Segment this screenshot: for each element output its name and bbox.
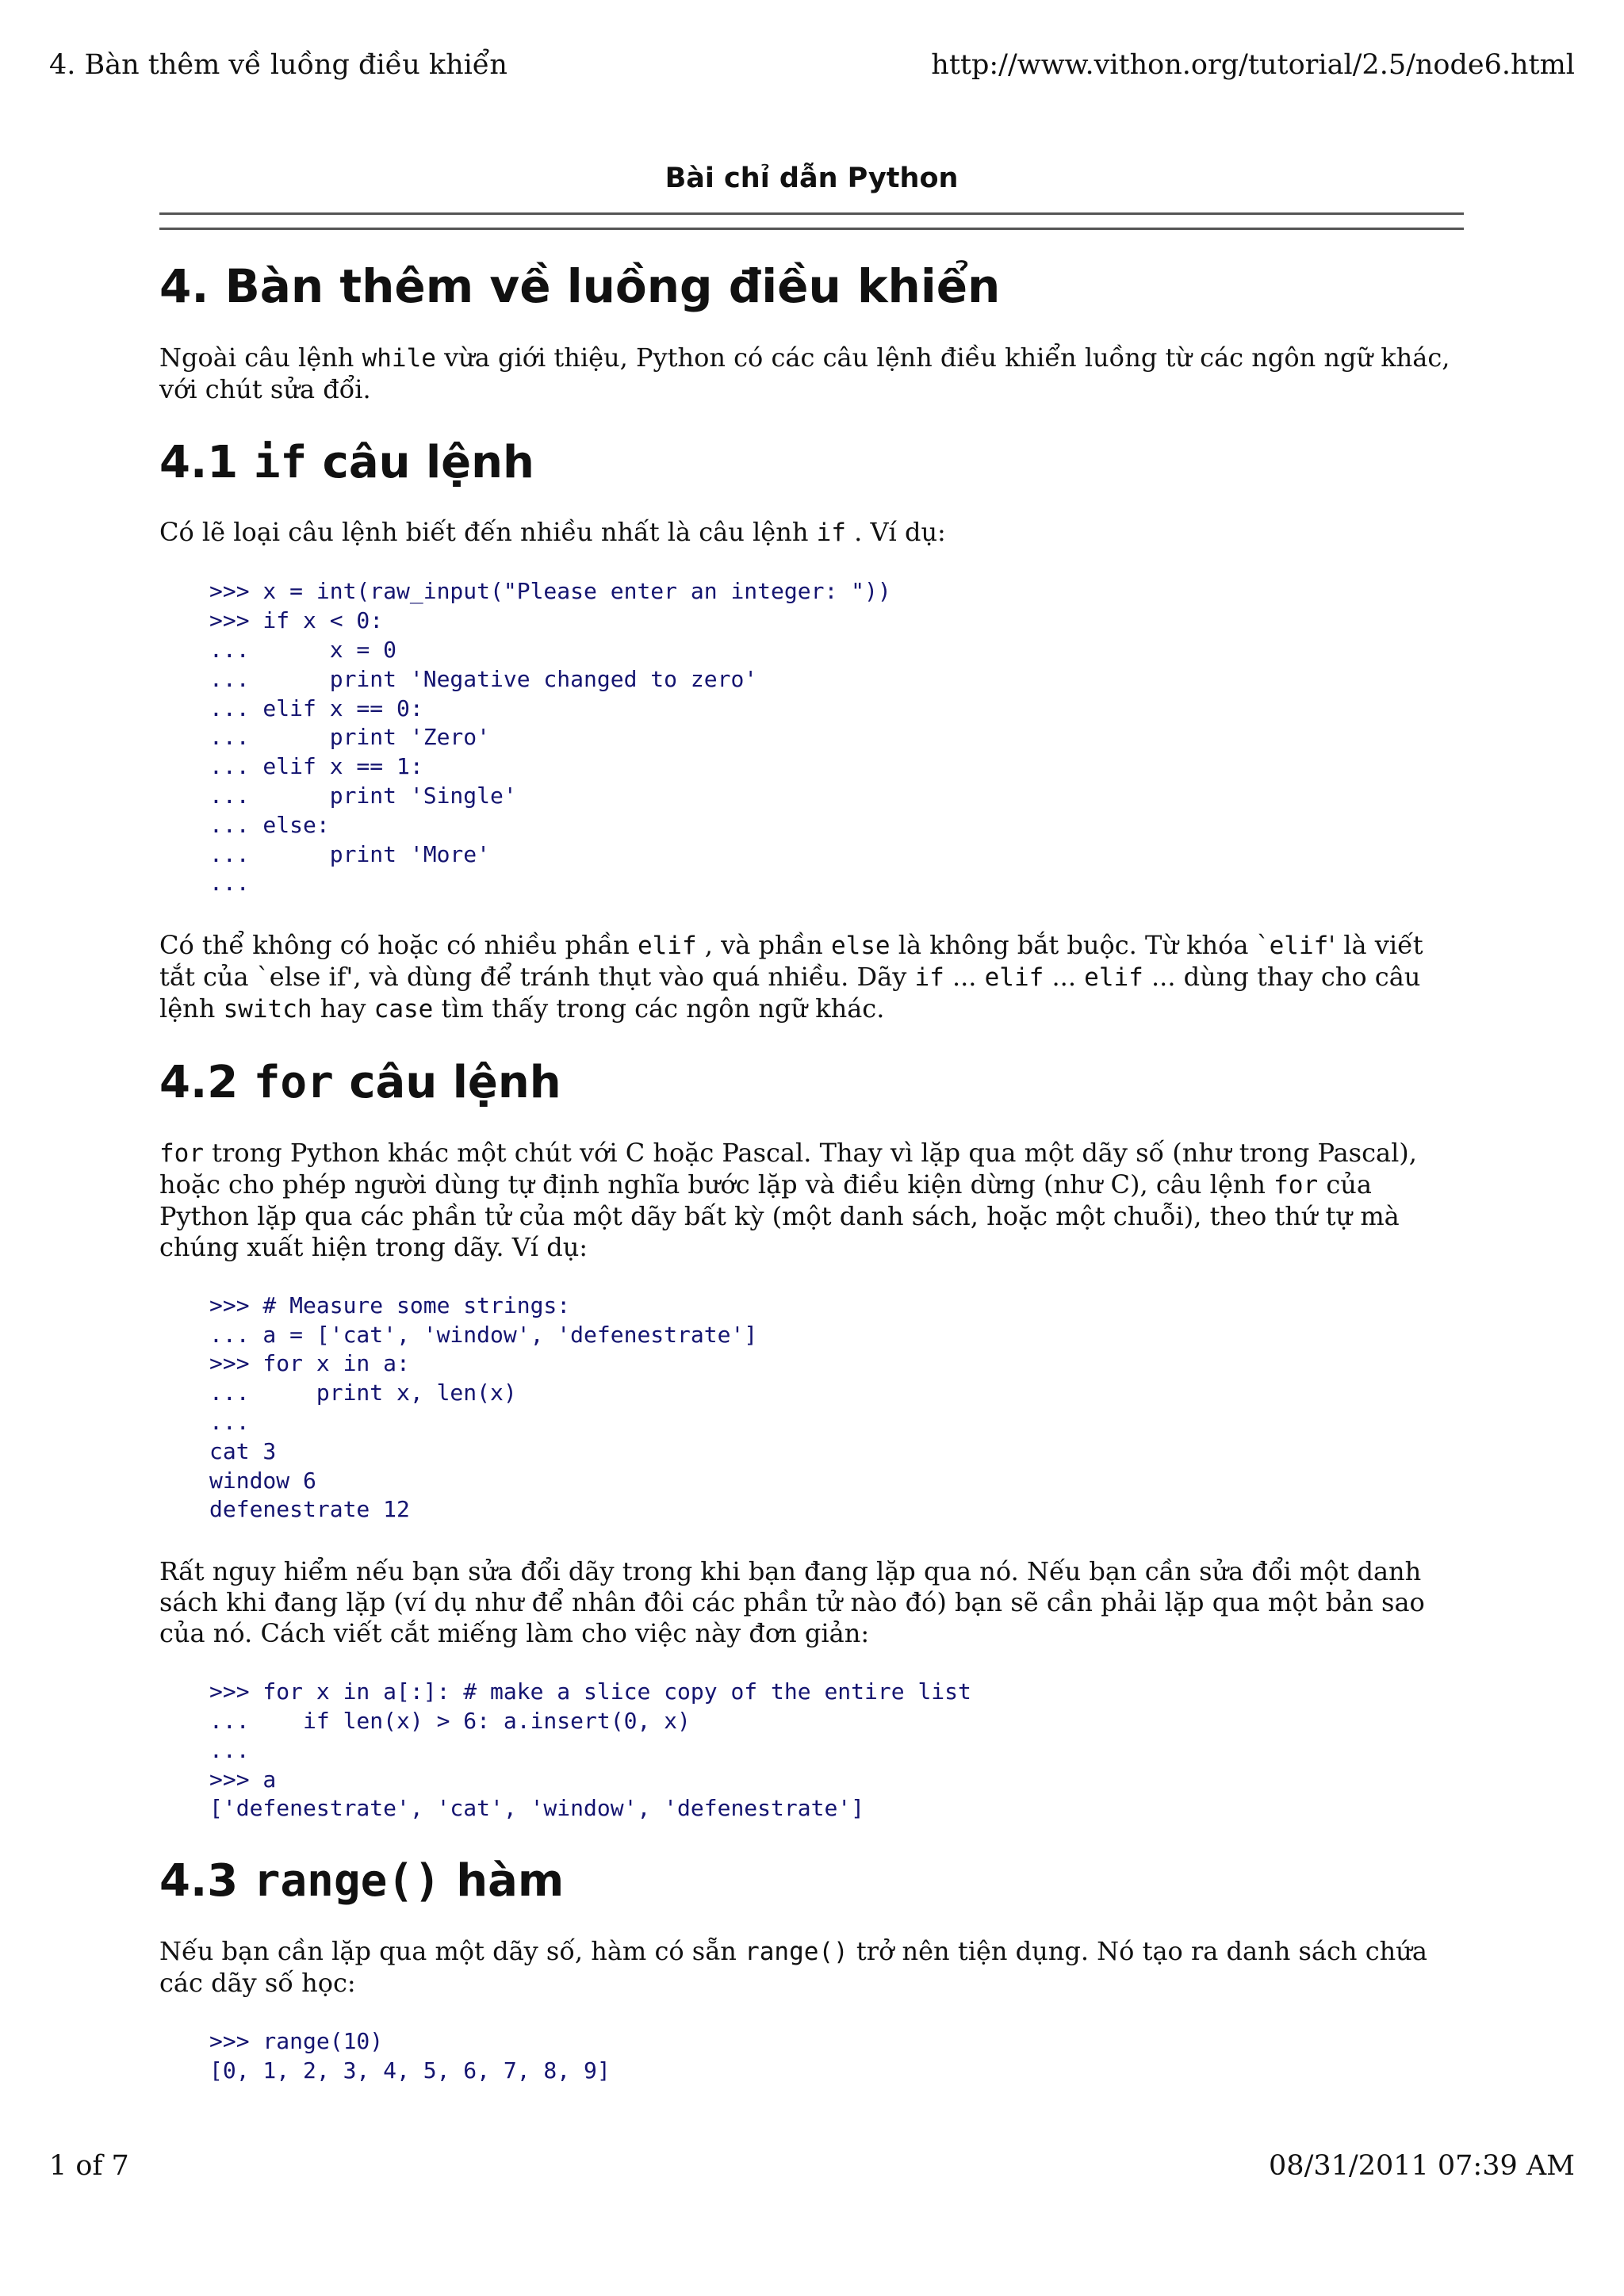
inline-code: if [914,963,944,993]
inline-code: for [159,1138,204,1168]
section-4-2-paragraph-1: for trong Python khác một chút với C hoặc Pascal. Thay vì lặp qua một dãy số (như trong Pascal), hoặc cho phép người dùng tự định nghĩa bước lặp và điều kiện dừng (như C), câu lệnh for của Python lặp qua các phần tử của một dãy bất kỳ (một danh sách, hoặc một chuỗi), theo thứ tự mà chúng xuất hiện trong dãy. Ví dụ: [159,1137,1417,1262]
divider-bottom [159,228,1464,230]
print-timestamp: 08/31/2011 07:39 AM [1269,2150,1575,2182]
section-heading-4-2: 4.2 for câu lệnh [159,1057,561,1109]
inline-code: elif [1084,963,1143,993]
code-block-range-example: >>> range(10) [0, 1, 2, 3, 4, 5, 6, 7, 8, 9] [209,2027,611,2084]
inline-code: if [816,519,846,548]
nav-title: Bài chỉ dẫn Python [665,163,959,194]
print-header-url[interactable]: http://www.vithon.org/tutorial/2.5/node6.html [931,49,1575,81]
inline-code: range() [745,1937,848,1966]
inline-code: elif [637,932,697,961]
print-header [49,49,1575,81]
inline-code: elif [1269,932,1329,961]
section-heading-4-3: 4.3 range() hàm [159,1855,565,1908]
code-block-if-example: >>> x = int(raw_input("Please enter an integer: ")) >>> if x < 0: ... x = 0 ... print 'Negative changed to zero' ... elif x == 0: ... print 'Zero' ... elif x == 1: ... print 'Single' ... else: ... print 'More' ... [209,578,891,897]
section-4-3-paragraph-1: Nếu bạn cần lặp qua một dãy số, hàm có sẵn range() trở nên tiện dụng. Nó tạo ra danh sách chứa các dãy số học: [159,1935,1427,1998]
code-block-slice-example: >>> for x in a[:]: # make a slice copy of the entire list ... if len(x) > 6: a.insert(0, x) ... >>> a ['defenestrate', 'cat', 'window', 'defenestrate'] [209,1678,971,1822]
inline-code: switch [223,995,312,1024]
section-4-2-paragraph-2: Rất nguy hiểm nếu bạn sửa đổi dãy trong khi bạn đang lặp qua nó. Nếu bạn cần sửa đổi một danh sách khi đang lặp (ví dụ như để nhân đôi các phần tử nào đó) bạn sẽ cần phải lặp qua một bản sao của nó. Cách viết cắt miếng làm cho việc này đơn giản: [159,1556,1425,1649]
print-footer [49,2150,1575,2182]
divider-top [159,212,1464,215]
intro-paragraph: Ngoài câu lệnh while vừa giới thiệu, Python có các câu lệnh điều khiển luồng từ các ngôn ngữ khác, với chút sửa đổi. [159,342,1450,404]
section-4-1-paragraph-2: Có thể không có hoặc có nhiều phần elif , và phần else là không bắt buộc. Từ khóa `elif' là viết tắt của `else if', và dùng để tránh thụt vào quá nhiều. Dãy if ... elif ... elif ... dùng thay cho câu lệnh switch hay case tìm thấy trong các ngôn ngữ khác. [159,930,1423,1024]
inline-code: else [830,932,891,961]
inline-code: while [362,343,436,373]
section-4-1-paragraph-1: Có lẽ loại câu lệnh biết đến nhiều nhất là câu lệnh if . Ví dụ: [159,517,946,548]
document-body [159,159,1464,2085]
page-counter: 1 of 7 [49,2150,129,2182]
page-title: 4. Bàn thêm về luồng điều khiển [159,259,1001,313]
print-header-title: 4. Bàn thêm về luồng điều khiển [49,49,508,81]
section-heading-4-1: 4.1 if câu lệnh [159,436,534,488]
inline-code: elif [984,963,1044,993]
code-block-for-example: >>> # Measure some strings: ... a = ['cat', 'window', 'defenestrate'] >>> for x in a: ... print x, len(x) ... cat 3 window 6 defenestrate 12 [209,1292,758,1523]
inline-code: case [373,995,434,1024]
inline-code: for [1274,1170,1319,1200]
